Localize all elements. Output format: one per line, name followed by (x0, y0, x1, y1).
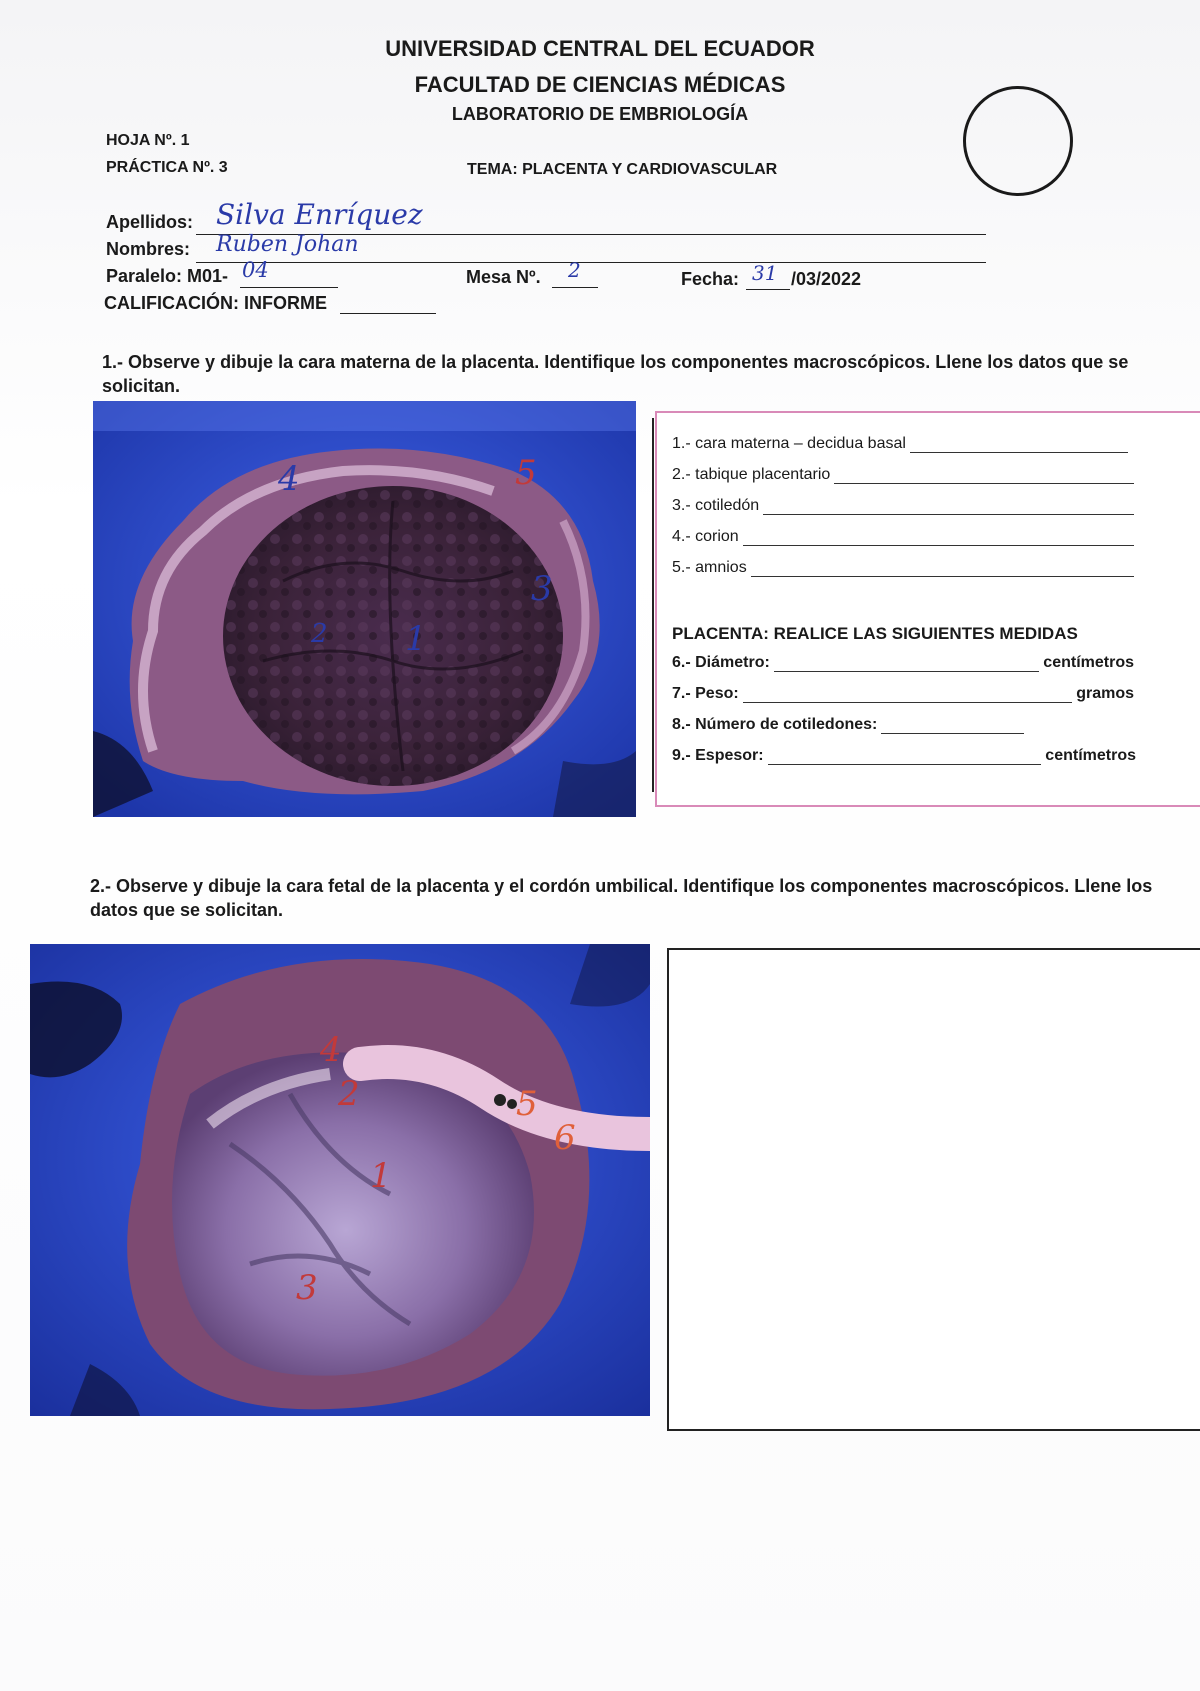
date-day-handwritten: 31 (752, 261, 778, 285)
section2-question: 2.- Observe y dibuje la cara fetal de la placenta y el cordón umbilical. Identifique los componentes macroscópicos. Llene los datos que se solicitan. (90, 876, 1153, 920)
s1-measure-cotyledons[interactable]: 8.- Número de cotiledones: (672, 716, 1024, 734)
fetal-face-photo (30, 944, 650, 1416)
surnames-handwritten: Silva Enríquez (216, 198, 423, 231)
names-field[interactable] (196, 232, 986, 263)
grade-label: CALIFICACIÓN: INFORME (104, 293, 327, 313)
maternal-mark-3: 3 (531, 569, 553, 609)
maternal-mark-5: 5 (515, 453, 537, 493)
university-title: UNIVERSIDAD CENTRAL DEL ECUADOR (385, 36, 815, 61)
s1-measures-title: PLACENTA: REALICE LAS SIGUIENTES MEDIDAS (672, 624, 1078, 643)
date-rest: /03/2022 (791, 269, 862, 289)
s1-item-3[interactable]: 3.- cotiledón (672, 497, 1134, 515)
fetal-mark-5: 5 (516, 1084, 538, 1124)
s1-item-4[interactable]: 4.- corion (672, 528, 1134, 546)
parallel-field[interactable] (240, 258, 338, 288)
fetal-mark-2: 2 (338, 1074, 360, 1114)
section1-box-left-rule (652, 418, 654, 792)
surnames-field[interactable] (196, 198, 986, 235)
date-label: Fecha: (681, 269, 740, 289)
names-label: Nombres: (106, 239, 191, 259)
parallel-label: Paralelo: M01- (106, 266, 229, 286)
names-handwritten: Ruben Johan (216, 232, 359, 257)
practice-number: PRÁCTICA Nº. 3 (106, 159, 228, 176)
fetal-mark-3: 3 (296, 1268, 318, 1308)
fetal-mark-4: 4 (320, 1030, 342, 1070)
fetal-mark-1: 1 (370, 1156, 392, 1196)
table-handwritten: 2 (568, 258, 581, 282)
surnames-label: Apellidos: (106, 212, 194, 232)
date-day-field[interactable] (746, 261, 790, 290)
s1-measure-thickness[interactable]: 9.- Espesor: centímetros (672, 747, 1136, 764)
maternal-mark-4: 4 (278, 459, 300, 499)
s1-measure-weight[interactable]: 7.- Peso: gramos (672, 685, 1134, 702)
table-label: Mesa Nº. (466, 267, 541, 287)
faculty-title: FACULTAD DE CIENCIAS MÉDICAS (414, 72, 786, 97)
parallel-handwritten: 04 (242, 258, 269, 282)
topic-title: TEMA: PLACENTA Y CARDIOVASCULAR (467, 161, 778, 178)
fetal-mark-6: 6 (554, 1118, 576, 1158)
maternal-mark-1: 1 (405, 619, 427, 659)
s1-measure-diameter[interactable]: 6.- Diámetro: centímetros (672, 654, 1134, 671)
grade-field[interactable] (340, 292, 436, 314)
s1-item-5[interactable]: 5.- amnios (672, 559, 1134, 577)
sheet-number: HOJA Nº. 1 (106, 132, 190, 149)
table-field[interactable] (552, 258, 598, 288)
grade-circle (963, 86, 1073, 196)
s1-item-2[interactable]: 2.- tabique placentario (672, 466, 1134, 484)
lab-title: LABORATORIO DE EMBRIOLOGÍA (451, 104, 749, 124)
maternal-face-photo (93, 401, 636, 817)
s1-item-1[interactable]: 1.- cara materna – decidua basal (672, 435, 1128, 453)
section1-question: 1.- Observe y dibuje la cara materna de la placenta. Identifique los componentes macroscópicos. Llene los datos que se solicitan. (102, 352, 1129, 396)
maternal-mark-2: 2 (311, 619, 328, 649)
